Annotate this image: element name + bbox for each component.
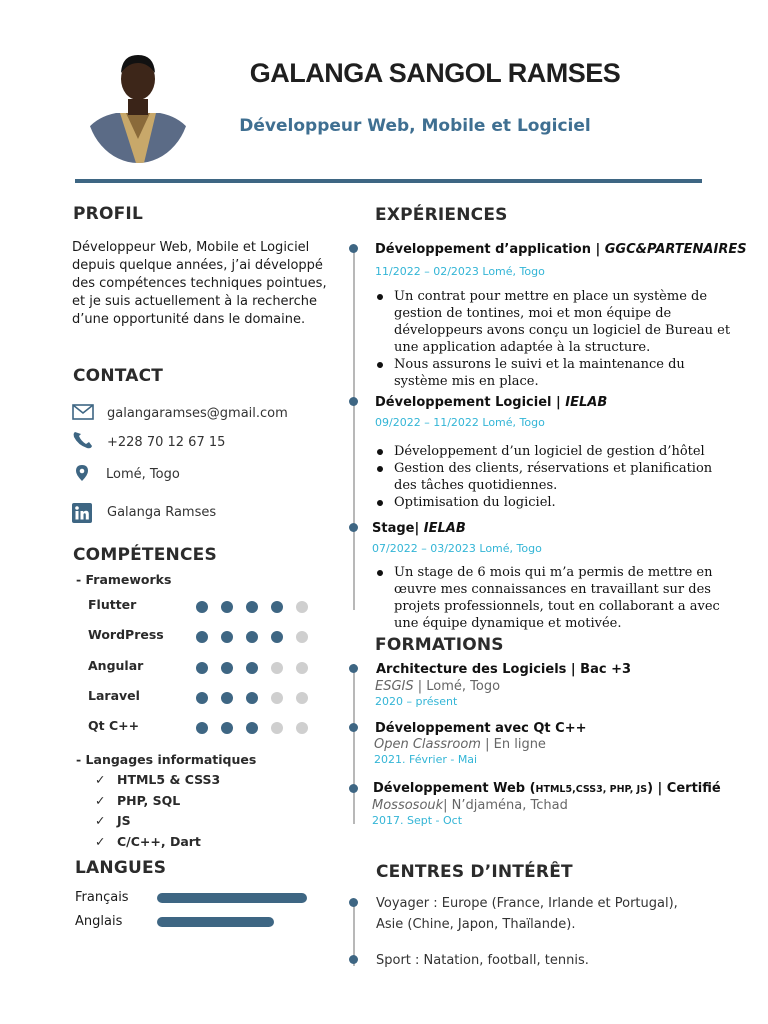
profile-photo — [86, 43, 190, 163]
skill-name: Flutter — [88, 597, 137, 612]
location-pin-icon — [75, 464, 97, 484]
experience-title: Développement d’application | GGC&PARTENAIRES — [375, 242, 747, 257]
education-heading: FORMATIONS — [375, 635, 504, 655]
education-date: 2021. Février - Mai — [374, 753, 478, 766]
skill-level-dot — [246, 692, 258, 704]
experience-date: 07/2022 – 03/2023 Lomé, Togo — [372, 542, 542, 555]
skill-level-dots — [196, 631, 316, 643]
envelope-icon — [72, 404, 94, 424]
skill-level-dot — [221, 601, 233, 613]
experience-date: 11/2022 – 02/2023 Lomé, Togo — [375, 265, 545, 278]
languages-label: - Langages informatiques — [76, 752, 257, 767]
lang-skill-item: ✓ JS — [95, 813, 131, 828]
skill-level-dot — [221, 722, 233, 734]
timeline-dot — [349, 955, 358, 964]
education-date: 2020 – présent — [375, 695, 458, 708]
bullet-item: Développement d’un logiciel de gestion d’hôtel — [374, 443, 724, 460]
bullet-item: Nous assurons le suivi et la maintenance du système mis en place. — [374, 356, 734, 390]
skill-level-dot — [246, 662, 258, 674]
education-school: Mossosouk| N’djaména, Tchad — [372, 798, 568, 813]
timeline-dot — [349, 784, 358, 793]
contact-phone[interactable]: +228 70 12 67 15 — [107, 435, 226, 450]
skill-level-dot — [296, 631, 308, 643]
frameworks-label: - Frameworks — [76, 572, 172, 587]
bullet-item: Gestion des clients, réservations et planification des tâches quotidiennes. — [374, 460, 724, 494]
skill-level-dot — [196, 692, 208, 704]
interests-heading: CENTRES D’INTÉRÊT — [376, 862, 573, 882]
contact-location: Lomé, Togo — [106, 467, 180, 482]
skill-level-dot — [246, 722, 258, 734]
skill-level-dot — [296, 662, 308, 674]
skill-level-dot — [221, 631, 233, 643]
skill-level-dot — [246, 601, 258, 613]
header-divider — [75, 179, 702, 183]
timeline-dot — [349, 397, 358, 406]
profile-heading: PROFIL — [73, 204, 143, 224]
checkmark-icon: ✓ — [95, 772, 106, 787]
skill-level-dot — [221, 662, 233, 674]
experience-timeline — [353, 246, 355, 610]
checkmark-icon: ✓ — [95, 793, 106, 808]
timeline-dot — [349, 523, 358, 532]
lang-skill-item: ✓ PHP, SQL — [95, 793, 181, 808]
skill-level-dot — [271, 722, 283, 734]
interest-item: Sport : Natation, football, tennis. — [376, 953, 589, 968]
languages-heading: LANGUES — [75, 858, 167, 878]
skill-name: Qt C++ — [88, 718, 140, 733]
lang-skill-item: ✓ HTML5 & CSS3 — [95, 772, 221, 787]
skill-level-dot — [296, 601, 308, 613]
candidate-name: GALANGA SANGOL RAMSES — [249, 58, 621, 88]
linkedin-icon — [72, 503, 94, 523]
skill-name: WordPress — [88, 627, 164, 642]
bullet-item: Optimisation du logiciel. — [374, 494, 724, 511]
skill-level-dot — [271, 631, 283, 643]
skill-level-dot — [271, 692, 283, 704]
experience-heading: EXPÉRIENCES — [375, 205, 508, 225]
contact-email[interactable]: galangaramses@gmail.com — [107, 406, 288, 421]
language-level-bar — [157, 893, 307, 903]
skill-name: Laravel — [88, 688, 140, 703]
skill-level-dots — [196, 601, 316, 613]
job-title: Développeur Web, Mobile et Logiciel — [239, 116, 591, 136]
education-title: Développement Web (HTML5,CSS3, PHP, JS) | Certifié — [373, 781, 721, 796]
skill-level-dot — [271, 601, 283, 613]
timeline-dot — [349, 664, 358, 673]
education-title: Développement avec Qt C++ — [375, 721, 587, 736]
experience-bullets — [374, 288, 734, 390]
checkmark-icon: ✓ — [95, 813, 106, 828]
experience-date: 09/2022 – 11/2022 Lomé, Togo — [375, 416, 545, 429]
education-school: ESGIS | Lomé, Togo — [375, 679, 501, 694]
skill-level-dot — [196, 722, 208, 734]
skill-level-dot — [296, 692, 308, 704]
education-date: 2017. Sept - Oct — [372, 814, 463, 827]
skill-name: Angular — [88, 658, 144, 673]
lang-skill-item: ✓ C/C++, Dart — [95, 834, 201, 849]
language-level-bar — [157, 917, 274, 927]
skill-level-dot — [196, 631, 208, 643]
education-timeline — [353, 664, 355, 824]
skill-level-dot — [196, 662, 208, 674]
experience-bullets — [374, 564, 724, 632]
timeline-dot — [349, 723, 358, 732]
skill-level-dot — [296, 722, 308, 734]
bullet-item: Un contrat pour mettre en place un système de gestion de tontines, moi et mon équipe de développeurs avons conçu un logiciel de Bureau et une application adaptée à la structure. — [374, 288, 734, 356]
skill-level-dots — [196, 662, 316, 674]
education-title: Architecture des Logiciels | Bac +3 — [376, 662, 632, 677]
language-name: Français — [75, 890, 129, 905]
experience-title: Stage| IELAB — [372, 521, 466, 536]
skill-level-dot — [221, 692, 233, 704]
skill-level-dots — [196, 692, 316, 704]
skill-level-dot — [246, 631, 258, 643]
phone-icon — [72, 430, 94, 450]
checkmark-icon: ✓ — [95, 834, 106, 849]
profile-text: Développeur Web, Mobile et Logiciel depuis quelque années, j’ai développé des compétences techniques pointues, et je suis actuellement à la recherche d’une opportunité dans le domaine. — [72, 240, 327, 327]
contact-linkedin[interactable]: Galanga Ramses — [107, 505, 217, 520]
timeline-dot — [349, 244, 358, 253]
experience-bullets — [374, 443, 724, 511]
skill-level-dots — [196, 722, 316, 734]
skills-heading: COMPÉTENCES — [73, 545, 217, 565]
interest-item: Voyager : Europe (France, Irlande et Portugal), Asie (Chine, Japon, Thaïlande). — [376, 896, 678, 932]
skill-level-dot — [271, 662, 283, 674]
experience-title: Développement Logiciel | IELAB — [375, 395, 608, 410]
language-name: Anglais — [75, 914, 123, 929]
skill-level-dot — [196, 601, 208, 613]
education-school: Open Classroom | En ligne — [374, 737, 546, 752]
bullet-item: Un stage de 6 mois qui m’a permis de mettre en œuvre mes connaissances en travaillant sur des projets professionnels, tout en collaborant a avec une équipe dynamique et motivée. — [374, 564, 724, 632]
timeline-dot — [349, 898, 358, 907]
contact-heading: CONTACT — [73, 366, 164, 386]
